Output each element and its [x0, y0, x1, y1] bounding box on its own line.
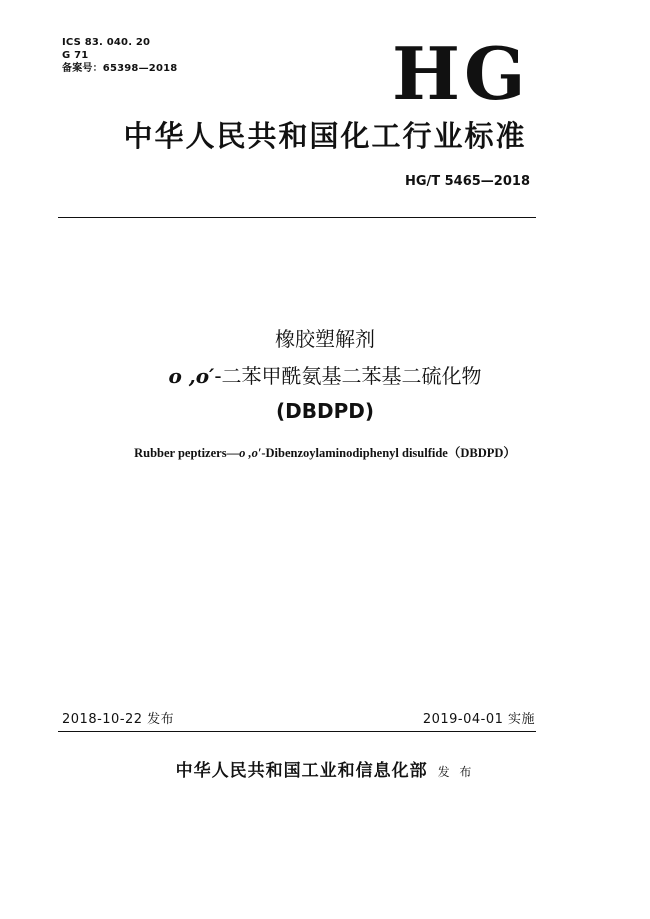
title-line-1: 橡胶塑解剂 [275, 327, 375, 351]
english-title-prefix: Rubber peptizers— [134, 446, 240, 460]
issue-date: 2018-10-22 发布 [62, 712, 175, 727]
top-divider [58, 217, 536, 218]
issuer-name: 中华人民共和国工业和信息化部 [175, 761, 428, 781]
implementation-date: 2019-04-01 实施 [422, 712, 535, 727]
english-title-suffix: -Dibenzoylaminodiphenyl disulfide（DBDPD） [261, 446, 516, 460]
english-title-italic: o ,o′ [239, 446, 262, 460]
filing-number: 备案号：65398—2018 [62, 63, 178, 74]
ics-code: ICS 83. 040. 20 [62, 37, 151, 48]
ccs-code: G 71 [62, 50, 89, 61]
title-chem-name: -二苯甲酰氨基二苯基二硫化物 [214, 364, 482, 388]
title-chem-prefix: o ,o′ [168, 364, 215, 388]
issuing-authority [0, 760, 650, 783]
english-title [0, 445, 650, 461]
standard-type-heading: 中华人民共和国化工行业标准 [123, 119, 527, 153]
title-abbreviation: (DBDPD) [276, 399, 374, 423]
issuer-action: 发 布 [437, 765, 475, 779]
title-line-2 [0, 363, 650, 389]
bottom-divider [58, 731, 536, 732]
hg-logo: HG [392, 31, 530, 116]
standard-number: HG/T 5465—2018 [404, 174, 530, 189]
